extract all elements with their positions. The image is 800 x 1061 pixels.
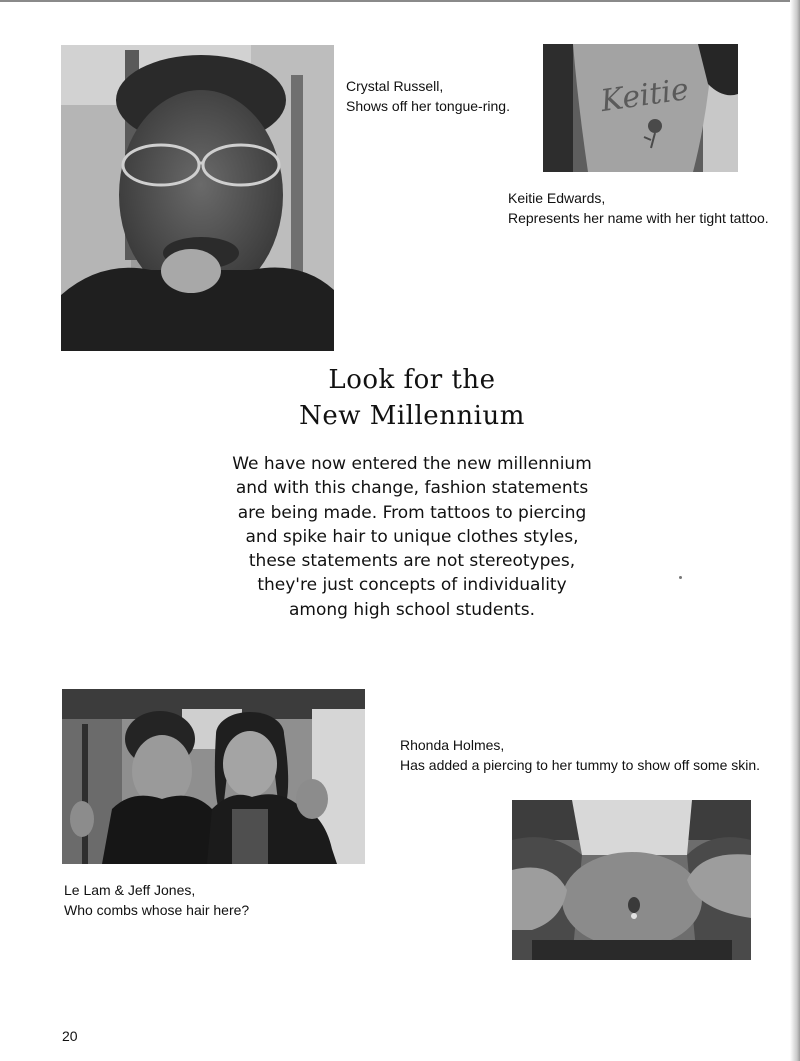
caption-lelam-name: Le Lam & Jeff Jones, xyxy=(64,882,196,898)
caption-keitie-edwards xyxy=(508,188,769,228)
caption-rhonda-name: Rhonda Holmes, xyxy=(400,737,505,753)
caption-crystal-name: Crystal Russell, xyxy=(346,78,444,94)
caption-crystal-text: Shows off her tongue-ring. xyxy=(346,98,510,114)
photo-rhonda-holmes-piercing xyxy=(512,800,751,960)
caption-keitie-name: Keitie Edwards, xyxy=(508,190,606,206)
caption-le-lam-jeff-jones xyxy=(64,880,249,920)
caption-keitie-text: Represents her name with her tight tattoo. xyxy=(508,210,769,226)
caption-rhonda-holmes xyxy=(400,735,760,775)
page-edge-shadow xyxy=(790,0,800,1061)
caption-rhonda-text: Has added a piercing to her tummy to show off some skin. xyxy=(400,757,761,773)
headline xyxy=(262,362,562,434)
top-rule xyxy=(0,0,800,2)
caption-crystal-russell xyxy=(346,76,510,116)
print-speck xyxy=(679,576,682,579)
caption-lelam-text: Who combs whose hair here? xyxy=(64,902,250,918)
photo-le-lam-jeff-jones xyxy=(62,689,365,864)
photo-keitie-edwards-tattoo xyxy=(543,44,738,172)
headline-line-1: Look for the xyxy=(328,365,496,395)
photo-crystal-russell xyxy=(61,45,334,351)
page-number: 20 xyxy=(62,1028,78,1044)
tattoo-lettering: Keitie xyxy=(598,72,691,120)
body-text: We have now entered the new millennium and with this change, fashion statements are being made. From tattoos to piercing and spike hair to unique clothes styles, these statements are not stereotypes, they're just concepts of individuality among high school students. xyxy=(232,454,592,620)
headline-line-2: New Millennium xyxy=(299,401,525,431)
